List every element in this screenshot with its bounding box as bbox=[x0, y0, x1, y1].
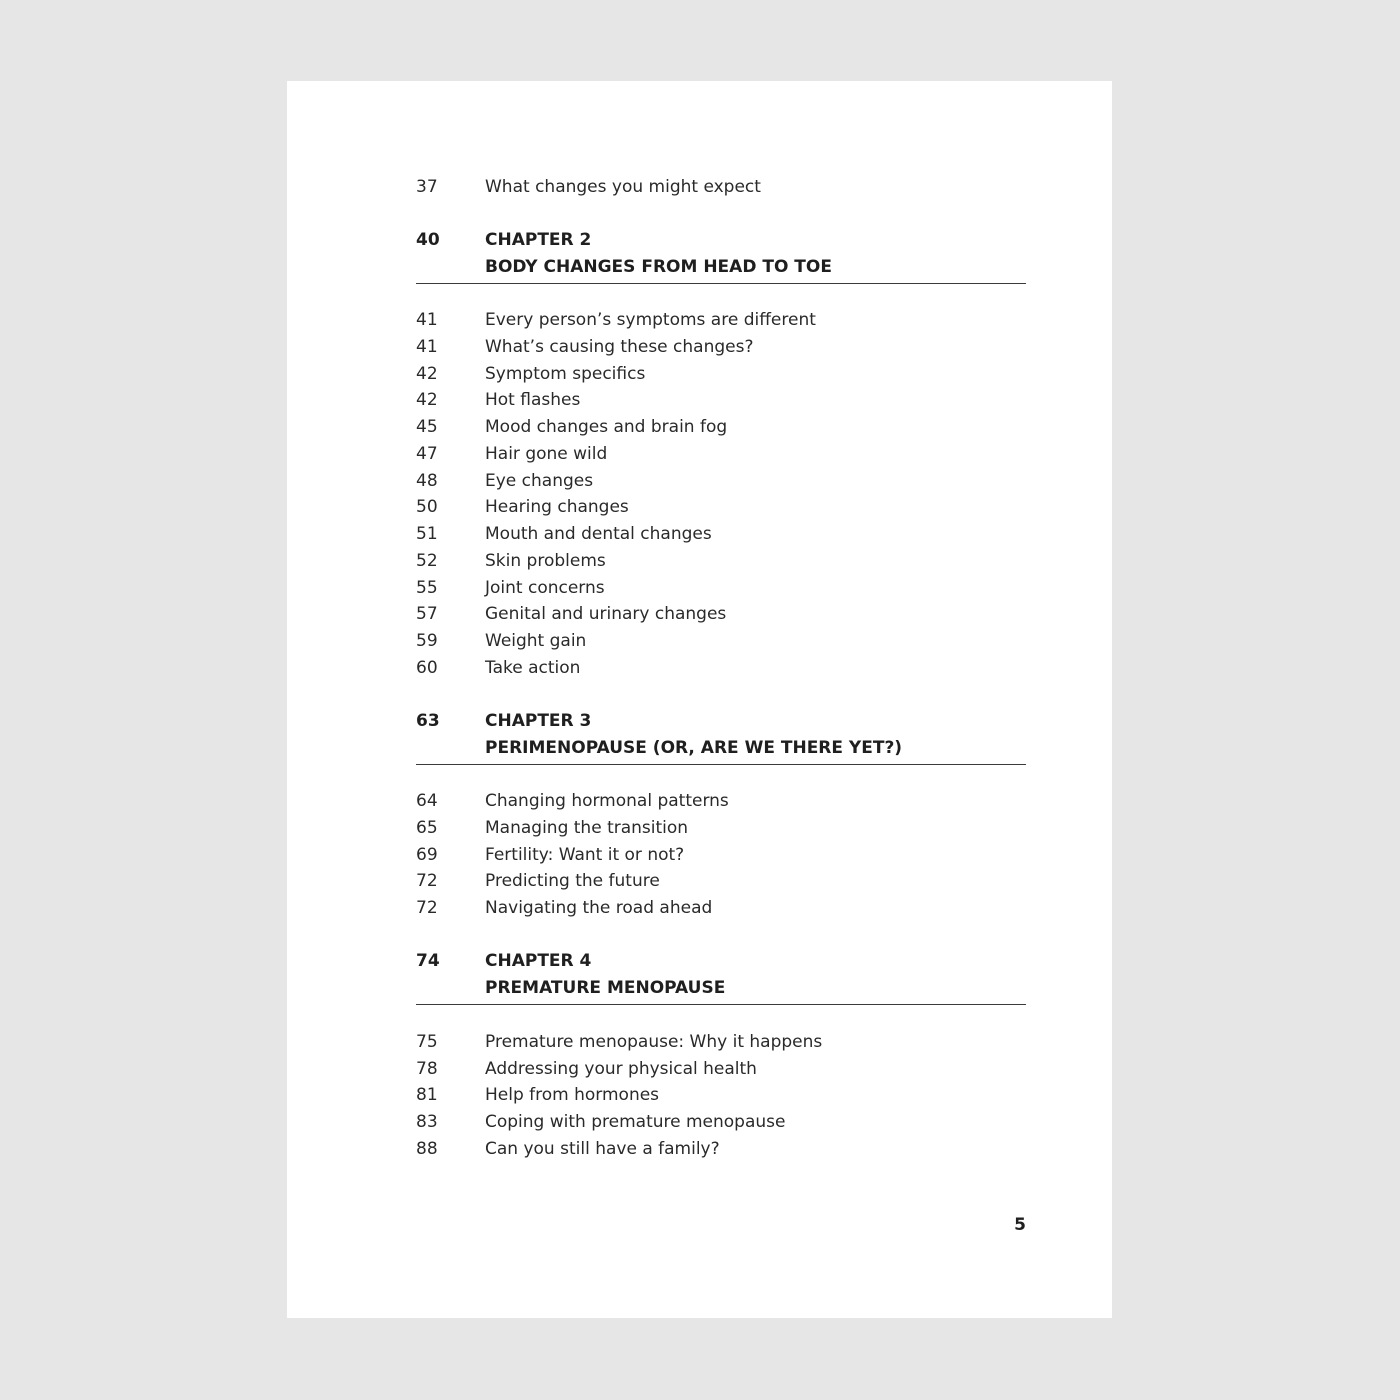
chapter-divider bbox=[416, 283, 1026, 284]
chapter-divider bbox=[416, 764, 1026, 765]
book-page bbox=[287, 81, 1112, 1318]
toc-entry-page: 72 bbox=[416, 871, 438, 891]
toc-entry-page: 64 bbox=[416, 791, 438, 811]
toc-entry-title: Hair gone wild bbox=[485, 444, 608, 464]
chapter-label: CHAPTER 3 bbox=[485, 711, 592, 731]
toc-entry-title: Fertility: Want it or not? bbox=[485, 845, 685, 865]
toc-entry-title: Hot flashes bbox=[485, 390, 581, 410]
toc-entry-title: Changing hormonal patterns bbox=[485, 791, 729, 811]
toc-entry-title: Coping with premature menopause bbox=[485, 1112, 786, 1132]
toc-entry-page: 72 bbox=[416, 898, 438, 918]
chapter-page: 63 bbox=[416, 711, 440, 731]
toc-entry-page: 48 bbox=[416, 471, 438, 491]
toc-entry-title: Managing the transition bbox=[485, 818, 689, 838]
toc-entry-page: 41 bbox=[416, 337, 438, 357]
toc-entry-title: Predicting the future bbox=[485, 871, 660, 891]
toc-entry-page: 57 bbox=[416, 604, 438, 624]
toc-entry-page: 42 bbox=[416, 364, 438, 384]
chapter-page: 40 bbox=[416, 230, 440, 250]
toc-entry-page: 41 bbox=[416, 310, 438, 330]
toc-entry-page: 65 bbox=[416, 818, 438, 838]
toc-entry-page: 75 bbox=[416, 1032, 438, 1052]
chapter-label: CHAPTER 2 bbox=[485, 230, 592, 250]
chapter-heading bbox=[416, 227, 1026, 285]
toc-entry-page: 78 bbox=[416, 1059, 438, 1079]
toc-entry-title: Mouth and dental changes bbox=[485, 524, 712, 544]
chapter-title: PREMATURE MENOPAUSE bbox=[485, 978, 726, 998]
toc-entry-title: Addressing your physical health bbox=[485, 1059, 757, 1079]
chapter-page: 74 bbox=[416, 951, 440, 971]
toc-entry-page: 81 bbox=[416, 1085, 438, 1105]
chapter-title: PERIMENOPAUSE (OR, ARE WE THERE YET?) bbox=[485, 738, 903, 758]
toc-entry-page: 59 bbox=[416, 631, 438, 651]
toc-entry-title: Every person’s symptoms are different bbox=[485, 310, 816, 330]
toc-entry-title: What’s causing these changes? bbox=[485, 337, 754, 357]
chapter-title: BODY CHANGES FROM HEAD TO TOE bbox=[485, 257, 832, 277]
toc-entry-page: 45 bbox=[416, 417, 438, 437]
toc-entry-title: Eye changes bbox=[485, 471, 594, 491]
toc-entry-page: 50 bbox=[416, 497, 438, 517]
toc-entry-title: Help from hormones bbox=[485, 1085, 660, 1105]
toc-entry-page: 60 bbox=[416, 658, 438, 678]
toc-entry-title: Weight gain bbox=[485, 631, 587, 651]
toc-entry-title: Navigating the road ahead bbox=[485, 898, 713, 918]
chapter-divider bbox=[416, 1004, 1026, 1005]
toc-entry-title: Genital and urinary changes bbox=[485, 604, 727, 624]
toc-entry-title: Joint concerns bbox=[485, 578, 605, 598]
toc-entry-title: Hearing changes bbox=[485, 497, 629, 517]
toc-entry-title: Take action bbox=[485, 658, 581, 678]
toc-entry-title: Skin problems bbox=[485, 551, 606, 571]
chapter-heading bbox=[416, 708, 1026, 766]
toc-entry-page: 37 bbox=[416, 177, 438, 197]
toc-entry-title: Premature menopause: Why it happens bbox=[485, 1032, 823, 1052]
toc-entry-title: Mood changes and brain fog bbox=[485, 417, 728, 437]
page-number: 5 bbox=[1014, 1215, 1026, 1235]
chapter-heading bbox=[416, 948, 1026, 1006]
toc-entry-page: 55 bbox=[416, 578, 438, 598]
toc-entry-page: 88 bbox=[416, 1139, 438, 1159]
toc-entry-page: 69 bbox=[416, 845, 438, 865]
chapter-label: CHAPTER 4 bbox=[485, 951, 592, 971]
toc-entry-page: 52 bbox=[416, 551, 438, 571]
toc-entry-title: Can you still have a family? bbox=[485, 1139, 720, 1159]
toc-entry-page: 51 bbox=[416, 524, 438, 544]
toc-entry-page: 42 bbox=[416, 390, 438, 410]
toc-entry-page: 47 bbox=[416, 444, 438, 464]
toc-entry-title: What changes you might expect bbox=[485, 177, 761, 197]
toc-entry-page: 83 bbox=[416, 1112, 438, 1132]
toc-entry-title: Symptom specifics bbox=[485, 364, 646, 384]
